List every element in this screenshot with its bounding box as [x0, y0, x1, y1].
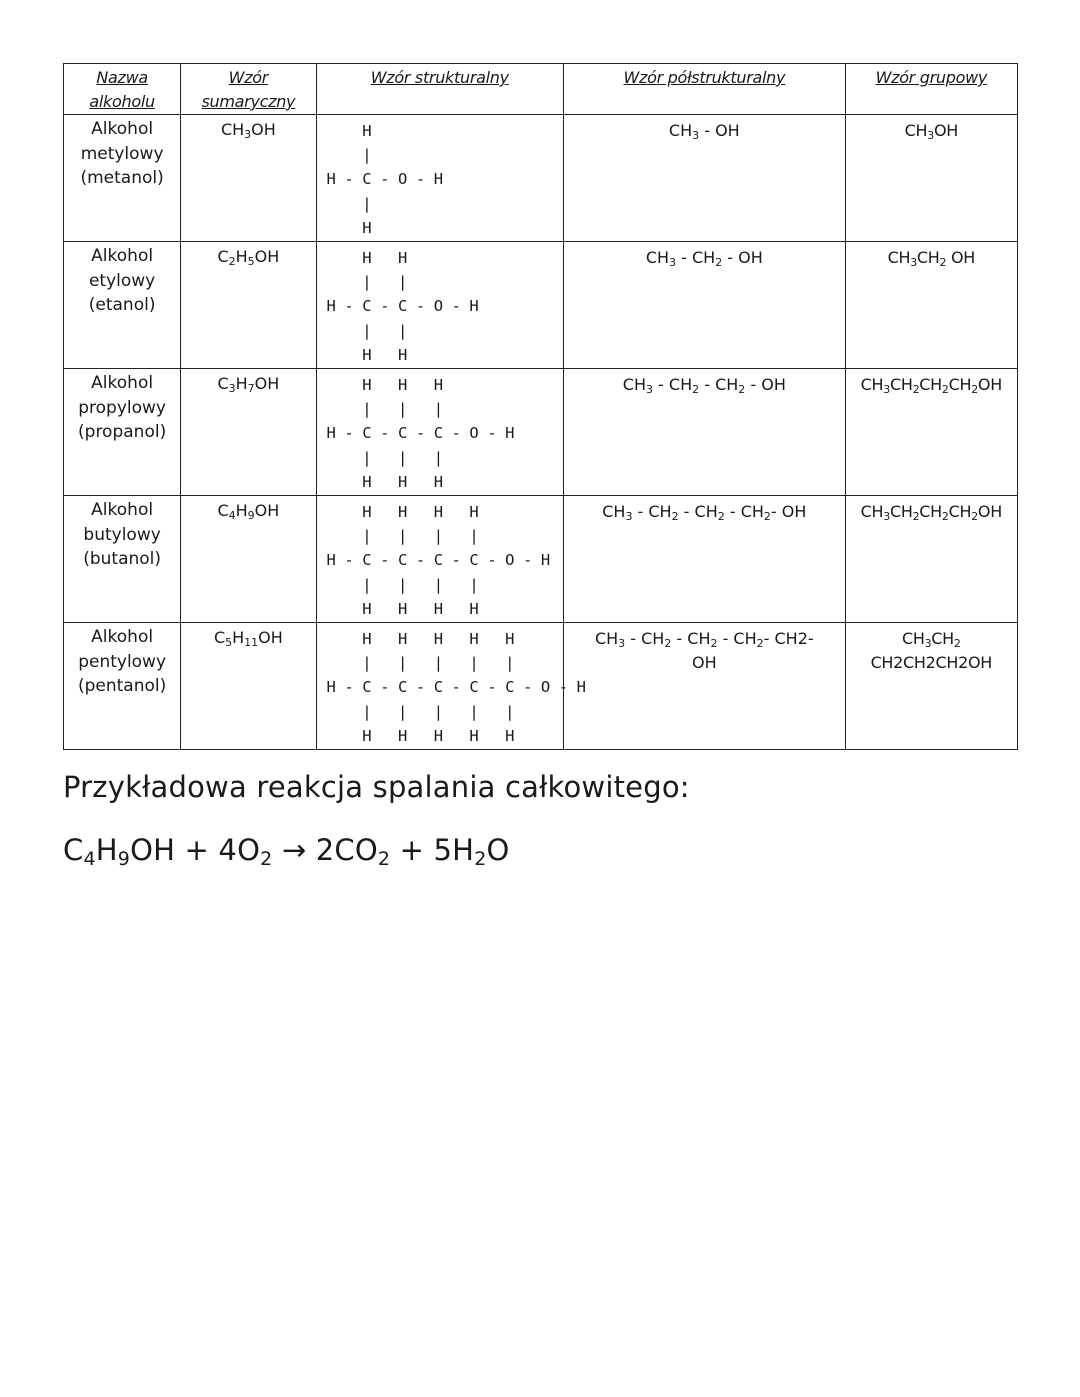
sum-formula: $CH_3OH$: [181, 115, 316, 242]
group-formula: $CH_3CH_2$ CH2CH2CH2OH: [845, 623, 1017, 750]
table-row: [64, 242, 1018, 369]
sum-formula: $C_5H_{11}OH$: [181, 623, 316, 750]
table-header-row: [64, 64, 1018, 115]
alcohol-name: Alkohol propylowy (propanol): [64, 369, 181, 496]
reaction-equation: $C_4H_9OH + 4O_2 \to 2CO_2 + 5H_2O$: [63, 833, 510, 870]
structural-formula: H H H H | | | | H - C - C - C - C - O - H | | | | H H H H: [316, 496, 564, 623]
alcohol-name: Alkohol butylowy (butanol): [64, 496, 181, 623]
alcohol-name: Alkohol etylowy (etanol): [64, 242, 181, 369]
sum-formula: $C_2H_5OH$: [181, 242, 316, 369]
table-row: [64, 496, 1018, 623]
arrow-icon: →: [272, 833, 316, 867]
alcohols-table: [63, 63, 1018, 750]
structural-formula: H H H H H | | | | | H - C - C - C - C - C - O - H | | | | | H H H H H: [316, 623, 564, 750]
group-formula: $CH_3CH_2CH_2CH_2OH$: [845, 369, 1017, 496]
table-row: [64, 115, 1018, 242]
header-sum-formula: Wzór sumaryczny: [181, 64, 316, 115]
structural-formula: H | H - C - O - H | H: [316, 115, 564, 242]
table-row: [64, 623, 1018, 750]
semistructural-formula: $CH_3$ - OH: [564, 115, 846, 242]
sum-formula: $C_4H_9OH$: [181, 496, 316, 623]
sum-formula: $C_3H_7OH$: [181, 369, 316, 496]
structural-formula: H H H | | | H - C - C - C - O - H | | | H H H: [316, 369, 564, 496]
reaction-title: Przykładowa reakcja spalania całkowitego:: [63, 770, 690, 804]
group-formula: $CH_3CH_2CH_2CH_2OH$: [845, 496, 1017, 623]
header-name: Nazwa alkoholu: [64, 64, 181, 115]
header-semistructural-formula: Wzór półstrukturalny: [564, 64, 846, 115]
header-structural-formula: Wzór strukturalny: [316, 64, 564, 115]
table-row: [64, 369, 1018, 496]
semistructural-formula: $CH_3 - CH_2 - CH_2 - CH_2-$ CH2- OH: [564, 623, 846, 750]
semistructural-formula: $CH_3 - CH_2 - CH_2$ - OH: [564, 369, 846, 496]
semistructural-formula: $CH_3 - CH_2 - CH_2 - CH_2-$ OH: [564, 496, 846, 623]
structural-formula: H H | | H - C - C - O - H | | H H: [316, 242, 564, 369]
alcohol-name: Alkohol metylowy (metanol): [64, 115, 181, 242]
alcohol-name: Alkohol pentylowy (pentanol): [64, 623, 181, 750]
header-group-formula: Wzór grupowy: [845, 64, 1017, 115]
group-formula: $CH_3OH$: [845, 115, 1017, 242]
semistructural-formula: $CH_3 - CH_2$ - OH: [564, 242, 846, 369]
group-formula: $CH_3CH_2$ OH: [845, 242, 1017, 369]
